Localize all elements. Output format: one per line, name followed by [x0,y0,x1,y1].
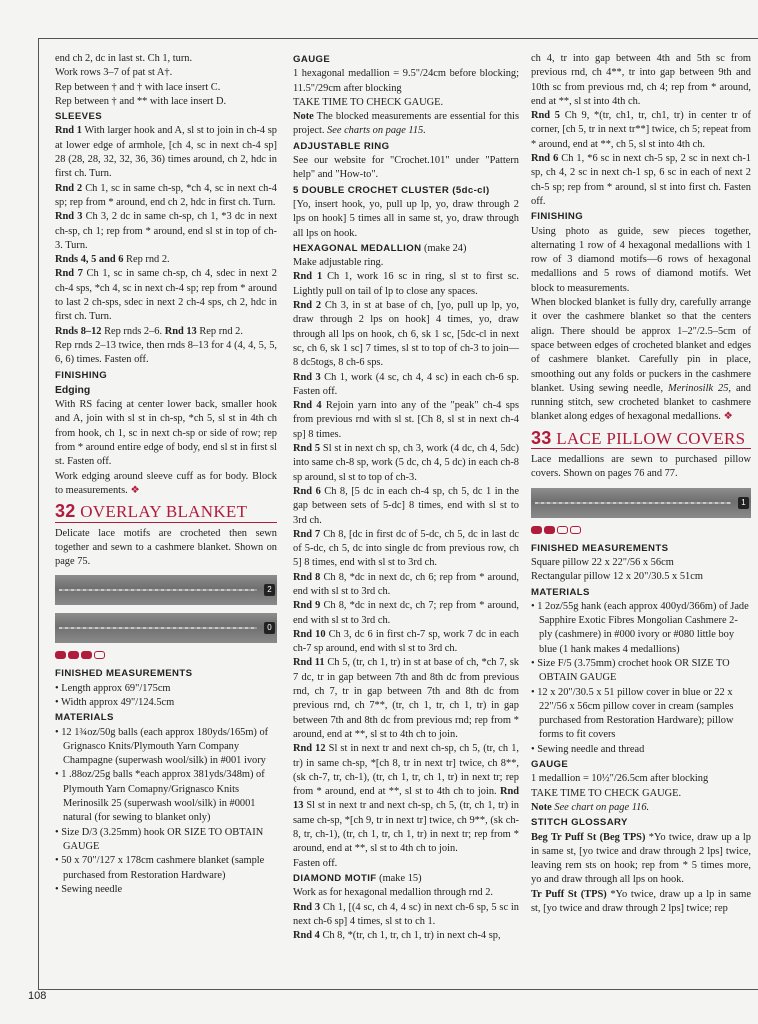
list-item: • 12 1¾oz/50g balls (each approx 180yds/165m) of Grignasco Knits/Plymouth Yarn Company Champagne (superwash wool/silk) in #001 ivory [55,726,269,767]
section-heading: STITCH GLOSSARY [531,817,628,829]
glossary-entry: Tr Puff St (TPS) *Yo twice, draw up a lp in same st, [yo twice and draw through 2 lps] twice; rep [531,888,751,915]
text-paragraph: When blocked blanket is fully dry, carefully arrange it over the cashmere blanket so that the centers align. There should be approx 1–2"/2.5–5cm of space between edges of crocheted blanket and edges of cashmere blanket. Carefully pin in place, smoothing out any folds or puckers in the cashmere blanket. Using sewing needle, Merinosilk 25, and running stitch, sew crocheted blanket to cashmere blanket along edges of hexagonal medallions. ❖ [531,297,752,423]
project-title: 32 OVERLAY BLANKET [55,504,277,522]
project-intro: Lace medallions are sewn to purchased pillow covers. Shown on pages 76 and 77. [531,454,751,480]
text-paragraph: [Yo, insert hook, yo, pull up lp, yo, draw through 2 lps on hook] 5 times all in same st, yo, draw through all lps on hook. [293,198,519,239]
instruction: Rnds 8–12 Rep rnds 2–6. Rnd 13 Rep rnd 2. [55,325,243,337]
instruction: Rep rnds 2–13 twice, then rnds 8–13 for 4 (4, 4, 5, 5, 6, 6) times. Fasten off. [55,339,277,366]
instruction: Rnd 5 Ch 9, *(tr, ch1, tr, ch1, tr) in center tr of corner, [ch 5, tr in next tr**] twice, ch 5; repeat from * around, end at **, ch 5, sl st into 4th ch. [531,110,751,150]
page-number: 108 [28,990,47,1002]
list-item: • Sewing needle and thread [531,743,645,755]
list-item: • Width approx 49"/124.5cm [55,696,175,708]
subheading: Edging [55,384,91,396]
instruction: Rnd 3 Ch 1, work (4 sc, ch 4, 4 sc) in each ch-6 sp. Fasten off. [293,371,519,397]
project-title: 33 LACE PILLOW COVERS [531,431,751,449]
list-item: • Size D/3 (3.25mm) hook OR SIZE TO OBTAIN GAUGE [55,826,264,852]
instruction: Rnd 5 Sl st in next ch sp, ch 3, work (4 dc, ch 4, 5dc) into same ch-8 sp, work (5 dc, ch 4, 5 dc) in each ch-8 sp around, sl st to top of ch-3. [293,443,519,483]
text-line: Rep between † and † with lace insert C. [55,81,221,93]
section-heading: FINISHED MEASUREMENTS [55,668,193,680]
section-heading: SLEEVES [55,111,103,123]
end-mark-icon: ❖ [723,411,733,423]
end-mark-icon: ❖ [130,484,140,496]
section-heading: FINISHING [531,211,584,223]
text-line: 1 medallion = 10½"/26.5cm after blocking [531,773,709,785]
instruction: Fasten off. [293,857,338,869]
text-line: Rep between † and ** with lace insert D. [55,95,227,107]
instruction: ch 4, tr into gap between 4th and 5th sc from previous rnd, ch 4**, tr into gap between 9th and 10th sc from previous rnd, ch 4; rep from * around, end at **, sl st into 4th ch. [531,53,751,107]
section-heading: GAUGE [531,759,569,771]
text-line: Rectangular pillow 12 x 20"/30.5 x 51cm [531,571,703,583]
list-item: • 1 .88oz/25g balls *each approx 381yds/348m) of Plymouth Yarn Comapny/Grignasco Knits Merinosilk 25 (superwash wool/silk) in #0001 natural (for sewing to blanket only) [55,769,265,824]
section-heading: MATERIALS [55,712,114,724]
instruction: Rnd 7 Ch 8, [dc in first dc of 5-dc, ch 5, dc in last dc of 5-dc, ch 5, dc into single dc from previous row, ch 5] 8 times, end with sl st to 3rd ch. [293,528,520,569]
text-line: Make adjustable ring. [293,257,384,269]
instruction: Rnd 1 Ch 1, work 16 sc in ring, sl st to first sc. Lightly pull on tail of lp to close any spaces. [293,271,519,297]
section-heading: DIAMOND MOTIF (make 15) [293,872,422,884]
swatch-image [55,613,277,643]
instruction: Rnd 8 Ch 8, *dc in next dc, ch 6; rep from * around, end with sl st to 3rd ch. [293,571,519,597]
section-heading: HEXAGONAL MEDALLION (make 24) [293,242,467,254]
instruction: Rnd 9 Ch 8, *dc in next dc, ch 7; rep from * around, end with sl st to 3rd ch. [293,600,519,626]
instruction: Rnds 4, 5 and 6 Rep rnd 2. [55,254,170,266]
instruction: Rnd 3 Ch 3, 2 dc in same ch-sp, ch 1, *3 dc in next ch-sp, ch 1; rep from * around, end sl st in top of ch-3. Turn. [55,211,277,251]
section-heading: MATERIALS [531,586,590,598]
instruction: Rnd 4 Ch 8, *(tr, ch 1, tr, ch 1, tr) in next ch-4 sp, [293,930,501,942]
list-item: • 50 x 70"/127 x 178cm cashmere blanket (sample purchased from Restoration Hardware) [55,855,265,881]
instruction: Rnd 4 Rejoin yarn into any of the "peak" ch-4 sps from previous rnd with sl st. [Ch 8, sl st in next ch-4 sp] 8 times. [293,400,519,440]
instruction: Rnd 6 Ch 8, [5 dc in each ch-4 sp, ch 5, dc 1 in the gap between sets of 5-dc] 8 times, end with sl st to 3rd ch. [293,485,519,526]
text-line: Work as for hexagonal medallion through rnd 2. [293,887,493,899]
text-line: TAKE TIME TO CHECK GAUGE. [293,96,444,108]
instruction: Rnd 10 Ch 3, dc 6 in first ch-7 sp, work 7 dc in each ch-7 sp around, end with sl st to 3rd ch. [293,628,519,655]
section-heading: FINISHING [55,369,108,381]
list-item: • Sewing needle [55,883,123,895]
list-item: • 1 2oz/55g hank (each approx 400yd/366m) of Jade Sapphire Exotic Fibres Mongolian Cashmere 2-ply (cashmere) in #000 ivory or #080 little boy blue (1 hank makes 4 medallions) [531,600,749,655]
swatch-image [531,488,751,518]
instruction: Rnd 2 Ch 3, in st at base of ch, [yo, pull up lp, yo, draw through 2 lps on hook] 4 times, yo, draw through all lps on hook, ch 6, sk 1 sc, [5dc-cl in next sc, ch 6, sk 1 sc] 7 times, sl st to top of ch-3 to join—8 dc5togs, 8 ch-6 sps. [293,300,519,369]
glossary-entry: Beg Tr Puff St (Beg TPS) *Yo twice, draw up a lp in same st, [yo twice and draw through 2 lps] twice, leaving rem sts on hook; rep from * 5 times more, yo and draw through all lps on hook. [531,831,751,886]
text-line: 1 hexagonal medallion = 9.5"/24cm before blocking; 11.5"/29cm after blocking [293,68,519,94]
swatch-image [55,575,277,605]
instruction: Rnd 3 Ch 1, [(4 sc, ch 4, 4 sc) in next ch-6 sp, 5 sc in next ch-6 sp] 4 times, sl st to ch 1. [293,901,519,927]
swatch-tag: 0 [264,622,275,634]
instruction: Rnd 12 Sl st in next tr and next ch-sp, ch 5, (tr, ch 1, tr) in same ch-sp, *[ch 8, tr in next tr] twice, ch 8**, (sk ch-7, tr, ch-1), (tr, ch 1, tr, ch 1, tr) in next tr; rep from * around, end at **, sl st to 4th ch to join. Rnd 13 Sl st in next tr and next ch-sp, ch 5, (tr, ch 1, tr) in same ch-sp, *[ch 9, tr in next tr] twice, ch 9**, (sk ch-8, tr, ch-1), (tr, ch 1, tr, ch 1, tr) in next tr; rep from * around, end at **, sl st to 4th ch to join. [293,743,519,855]
column-2 [293,52,519,943]
instruction: Rnd 2 Ch 1, sc in same ch-sp, *ch 4, sc in next ch-4 sp; rep from * around, end ch 2, hdc in first ch. Turn. [55,182,278,208]
text-line: Work rows 3–7 of pat st A†. [55,67,173,79]
section-heading: GAUGE [293,54,331,65]
instruction: Rnd 1 With larger hook and A, sl st to join in ch-4 sp at lower edge of armhole, [ch 4, sc in next ch-4 sp] 28 (28, 28, 32, 32, 36, 36) times around, ch 2, hdc in first ch. Turn. [55,125,277,180]
text-line: TAKE TIME TO CHECK GAUGE. [531,787,682,799]
text-paragraph: Using photo as guide, sew pieces together, alternating 1 row of 4 hexagonal medallions with 1 row of 3 diamond motifs—6 rows of hexagonal medallions and 5 rows of diamond motifs. Wet block to measurements. [531,225,751,294]
list-item: • 12 x 20"/30.5 x 51 pillow cover in blue or 22 x 22"/56 x 56cm pillow cover in cream (samples purchased from Restoration Hardware); pillow forms to fit covers [531,686,734,741]
text-line: end ch 2, dc in last st. Ch 1, turn. [55,53,193,64]
difficulty-rating-icon [531,526,751,534]
difficulty-rating-icon [55,651,277,659]
note: Note See chart on page 116. [531,801,650,813]
instruction: Rnd 11 Ch 5, (tr, ch 1, tr) in st at base of ch, *ch 7, sk 7 dc, tr in gap between 7th and 8th dc from previous rnd, ch 7, tr in gap between 7th and 8th dc from previous rnd, ch 7**, (tr, ch 1, tr, ch 1, tr) in gap between 7th and 8th dc from previous rnd; rep from * around, end at **, sl st to 4th ch to join. [293,657,519,740]
swatch-tag: 2 [264,584,275,596]
instruction: Rnd 6 Ch 1, *6 sc in next ch-5 sp, 2 sc in next ch-1 sp, ch 4, 2 sc in next ch-1 sp, 6 sc in each of next 2 ch-5 sp; rep from * around, sl st into first ch. Fasten off. [531,153,751,207]
text-paragraph: With RS facing at center lower back, smaller hook and A, join with sl st in ch-sp, *ch 5, sl st in 4th ch from hook, ch 1, sc in next ch-sp or side of row; rep from * around entire edge of body, end sl st in first sl st. Fasten off. [55,399,277,468]
text-line: Square pillow 22 x 22"/56 x 56cm [531,556,674,568]
column-1 [55,52,277,897]
section-heading: 5 DOUBLE CROCHET CLUSTER (5dc-cl) [293,184,490,196]
instruction: Rnd 7 Ch 1, sc in same ch-sp, ch 4, sdec in next 2 ch-4 sps, *ch 4, sc in next ch-4 sp; rep from * around to last 2 ch-sps, sdec in next 2 ch-4 sps, ch 2, hdc in first ch. Turn. [55,268,277,323]
section-heading: FINISHED MEASUREMENTS [531,542,669,554]
column-3 [531,52,751,916]
list-item: • Size F/5 (3.75mm) crochet hook OR SIZE TO OBTAIN GAUGE [531,657,730,684]
swatch-tag: 1 [738,497,749,509]
section-heading: ADJUSTABLE RING [293,140,390,152]
list-item: • Length approx 69"/175cm [55,682,171,694]
text-paragraph: Work edging around sleeve cuff as for body. Block to measurements. ❖ [55,470,277,496]
project-intro: Delicate lace motifs are crocheted then sewn together and sewn to a cashmere blanket. Shown on page 75. [55,527,277,568]
note: Note The blocked measurements are essential for this project. See charts on page 115. [293,111,519,137]
text-paragraph: See our website for "Crochet.101" under "Pattern help" and "How-to". [293,155,519,181]
